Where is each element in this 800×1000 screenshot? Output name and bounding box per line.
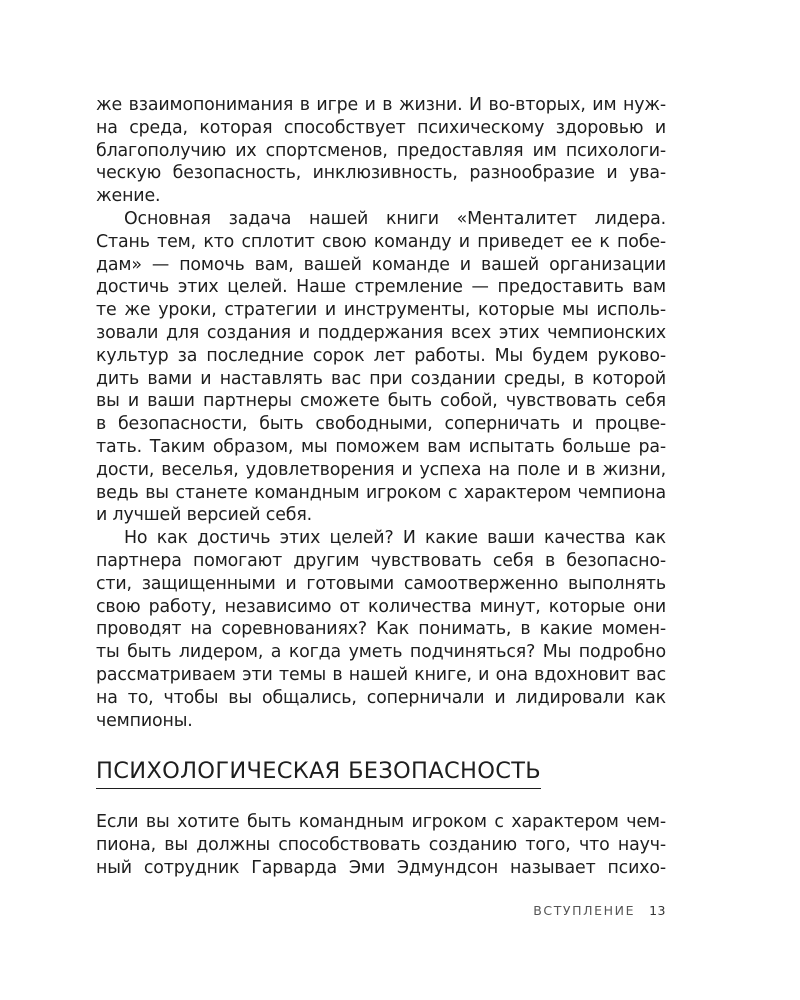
text-line: дить вами и наставлять вас при создании среды, в которой <box>96 368 666 389</box>
text-line: тать. Таким образом, мы поможем вам испытать больше ра- <box>96 436 666 457</box>
text-line: Стань тем, кто сплотит свою команду и приведет ее к побе- <box>96 231 666 252</box>
text-line: те же уроки, стратегии и инструменты, которые мы исполь- <box>96 300 666 321</box>
text-line: благополучию их спортсменов, предоставляя им психологи- <box>96 140 666 161</box>
text-line: ный сотрудник Гарварда Эми Эдмундсон называет психо- <box>96 857 666 878</box>
text-line: вы и ваши партнеры сможете быть собой, чувствовать себя <box>96 391 666 412</box>
text-line: проводят на соревнованиях? Как понимать, в какие момен- <box>96 619 666 640</box>
text-line: свою работу, независимо от количества минут, которые они <box>96 596 666 617</box>
text-line: Основная задача нашей книги «Менталитет лидера. <box>124 208 666 229</box>
running-footer <box>533 903 666 918</box>
text-line: ты быть лидером, а когда уметь подчиняться? Мы подробно <box>96 642 666 663</box>
text-line: Но как достичь этих целей? И какие ваши качества как <box>124 528 666 549</box>
text-line: дам» — помочь вам, вашей команде и вашей организации <box>96 254 666 275</box>
footer-section-label: ВСТУПЛЕНИЕ <box>533 903 636 918</box>
text-line: и лучшей версией себя. <box>96 505 313 526</box>
text-line: пиона, вы должны способствовать созданию того, что науч- <box>96 834 666 855</box>
page-number: 13 <box>649 903 666 918</box>
text-line: в безопасности, быть свободными, соперничать и процве- <box>96 414 666 435</box>
text-line: на то, чтобы вы общались, соперничали и лидировали как <box>96 687 666 708</box>
text-line: ческую безопасность, инклюзивность, разнообразие и ува- <box>96 163 666 184</box>
text-line: жение. <box>96 186 161 207</box>
text-line: дости, веселья, удовлетворения и успеха на поле и в жизни, <box>96 459 666 480</box>
text-line: сти, защищенными и готовыми самоотверженно выполнять <box>96 573 666 594</box>
text-line: Если вы хотите быть командным игроком с характером чем- <box>96 812 666 832</box>
text-line: зовали для создания и поддержания всех этих чемпионских <box>96 322 666 343</box>
text-line: на среда, которая способствует психическому здоровью и <box>96 117 666 138</box>
text-line: достичь этих целей. Наше стремление — предоставить вам <box>96 277 666 298</box>
text-line: же взаимопонимания в игре и в жизни. И во-вторых, им нуж- <box>96 95 666 115</box>
text-line: партнера помогают другим чувствовать себя в безопасно- <box>96 550 666 571</box>
section-body-text <box>96 811 666 879</box>
text-line: чемпионы. <box>96 710 193 731</box>
section-heading: ПСИХОЛОГИЧЕСКАЯ БЕЗОПАСНОСТЬ <box>96 758 541 789</box>
text-line: культур за последние сорок лет работы. Мы будем руково- <box>96 345 666 366</box>
text-line: ведь вы станете командным игроком с характером чемпиона <box>96 482 666 503</box>
body-text <box>96 94 666 732</box>
text-line: рассматриваем эти темы в нашей книге, и она вдохновит вас <box>96 664 666 685</box>
